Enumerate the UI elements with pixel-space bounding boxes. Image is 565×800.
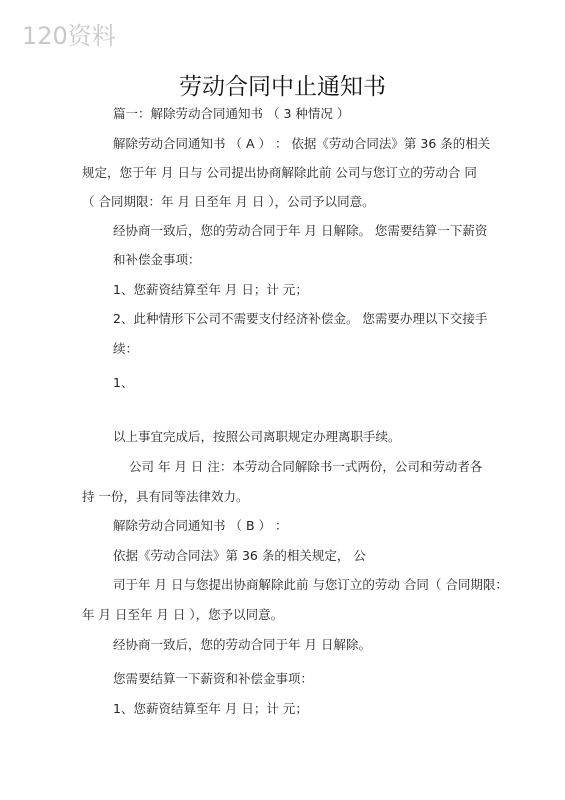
paragraph-line: 依据《劳动合同法》第 36 条的相关规定， 公 (113, 548, 366, 563)
watermark: 120资料 (22, 22, 116, 50)
paragraph-line: （ 合同期限：年 月 日至年 月 日 ），公司予以同意。 (82, 194, 375, 209)
list-item: 1、您薪资结算至年 月 日；计 元； (113, 282, 308, 297)
section-heading: 解除劳动合同通知书 （ B ） ： (113, 518, 288, 533)
signature-note-line: 公司 年 月 日 注：本劳动合同解除书一式两份，公司和劳动者各 (129, 459, 483, 474)
paragraph-line: 持 一份，具有同等法律效力。 (82, 489, 249, 504)
paragraph-line: 经协商一致后，您的劳动合同于年 月 日解除。 您需要结算一下薪资 (113, 223, 488, 238)
list-item: 1、 (113, 375, 134, 390)
paragraph-line: 司于年 月 日与您提出协商解除此前 与您订立的劳动 合同（ 合同期限： (113, 577, 508, 592)
paragraph-line: 续： (113, 341, 139, 356)
paragraph-line: 篇一：解除劳动合同通知书 （ 3 种情况 ） (113, 106, 350, 121)
paragraph-line: 以上事宜完成后，按照公司离职规定办理离职手续。 (113, 429, 401, 444)
list-item: 1、您薪资结算至年 月 日；计 元； (113, 701, 308, 716)
paragraph-line: 和补偿金事项： (113, 252, 201, 267)
paragraph-line: 您需要结算一下薪资和补偿金事项： (113, 671, 314, 686)
list-item: 2、此种情形下公司不需要支付经济补偿金。 您需要办理以下交接手 (113, 311, 488, 326)
paragraph-line: 年 月 日至年 月 日 ），您予以同意。 (82, 607, 284, 622)
paragraph-line: 经协商一致后，您的劳动合同于年 月 日解除。 (113, 637, 371, 652)
document-title: 劳动合同中止通知书 (179, 74, 386, 100)
paragraph-line: 解除劳动合同通知书 （ A ） ： 依据《劳动合同法》第 36 条的相关 (113, 136, 491, 151)
paragraph-line: 规定，您于年 月 日与 公司提出协商解除此前 公司与您订立的劳动合 同 (82, 165, 477, 180)
